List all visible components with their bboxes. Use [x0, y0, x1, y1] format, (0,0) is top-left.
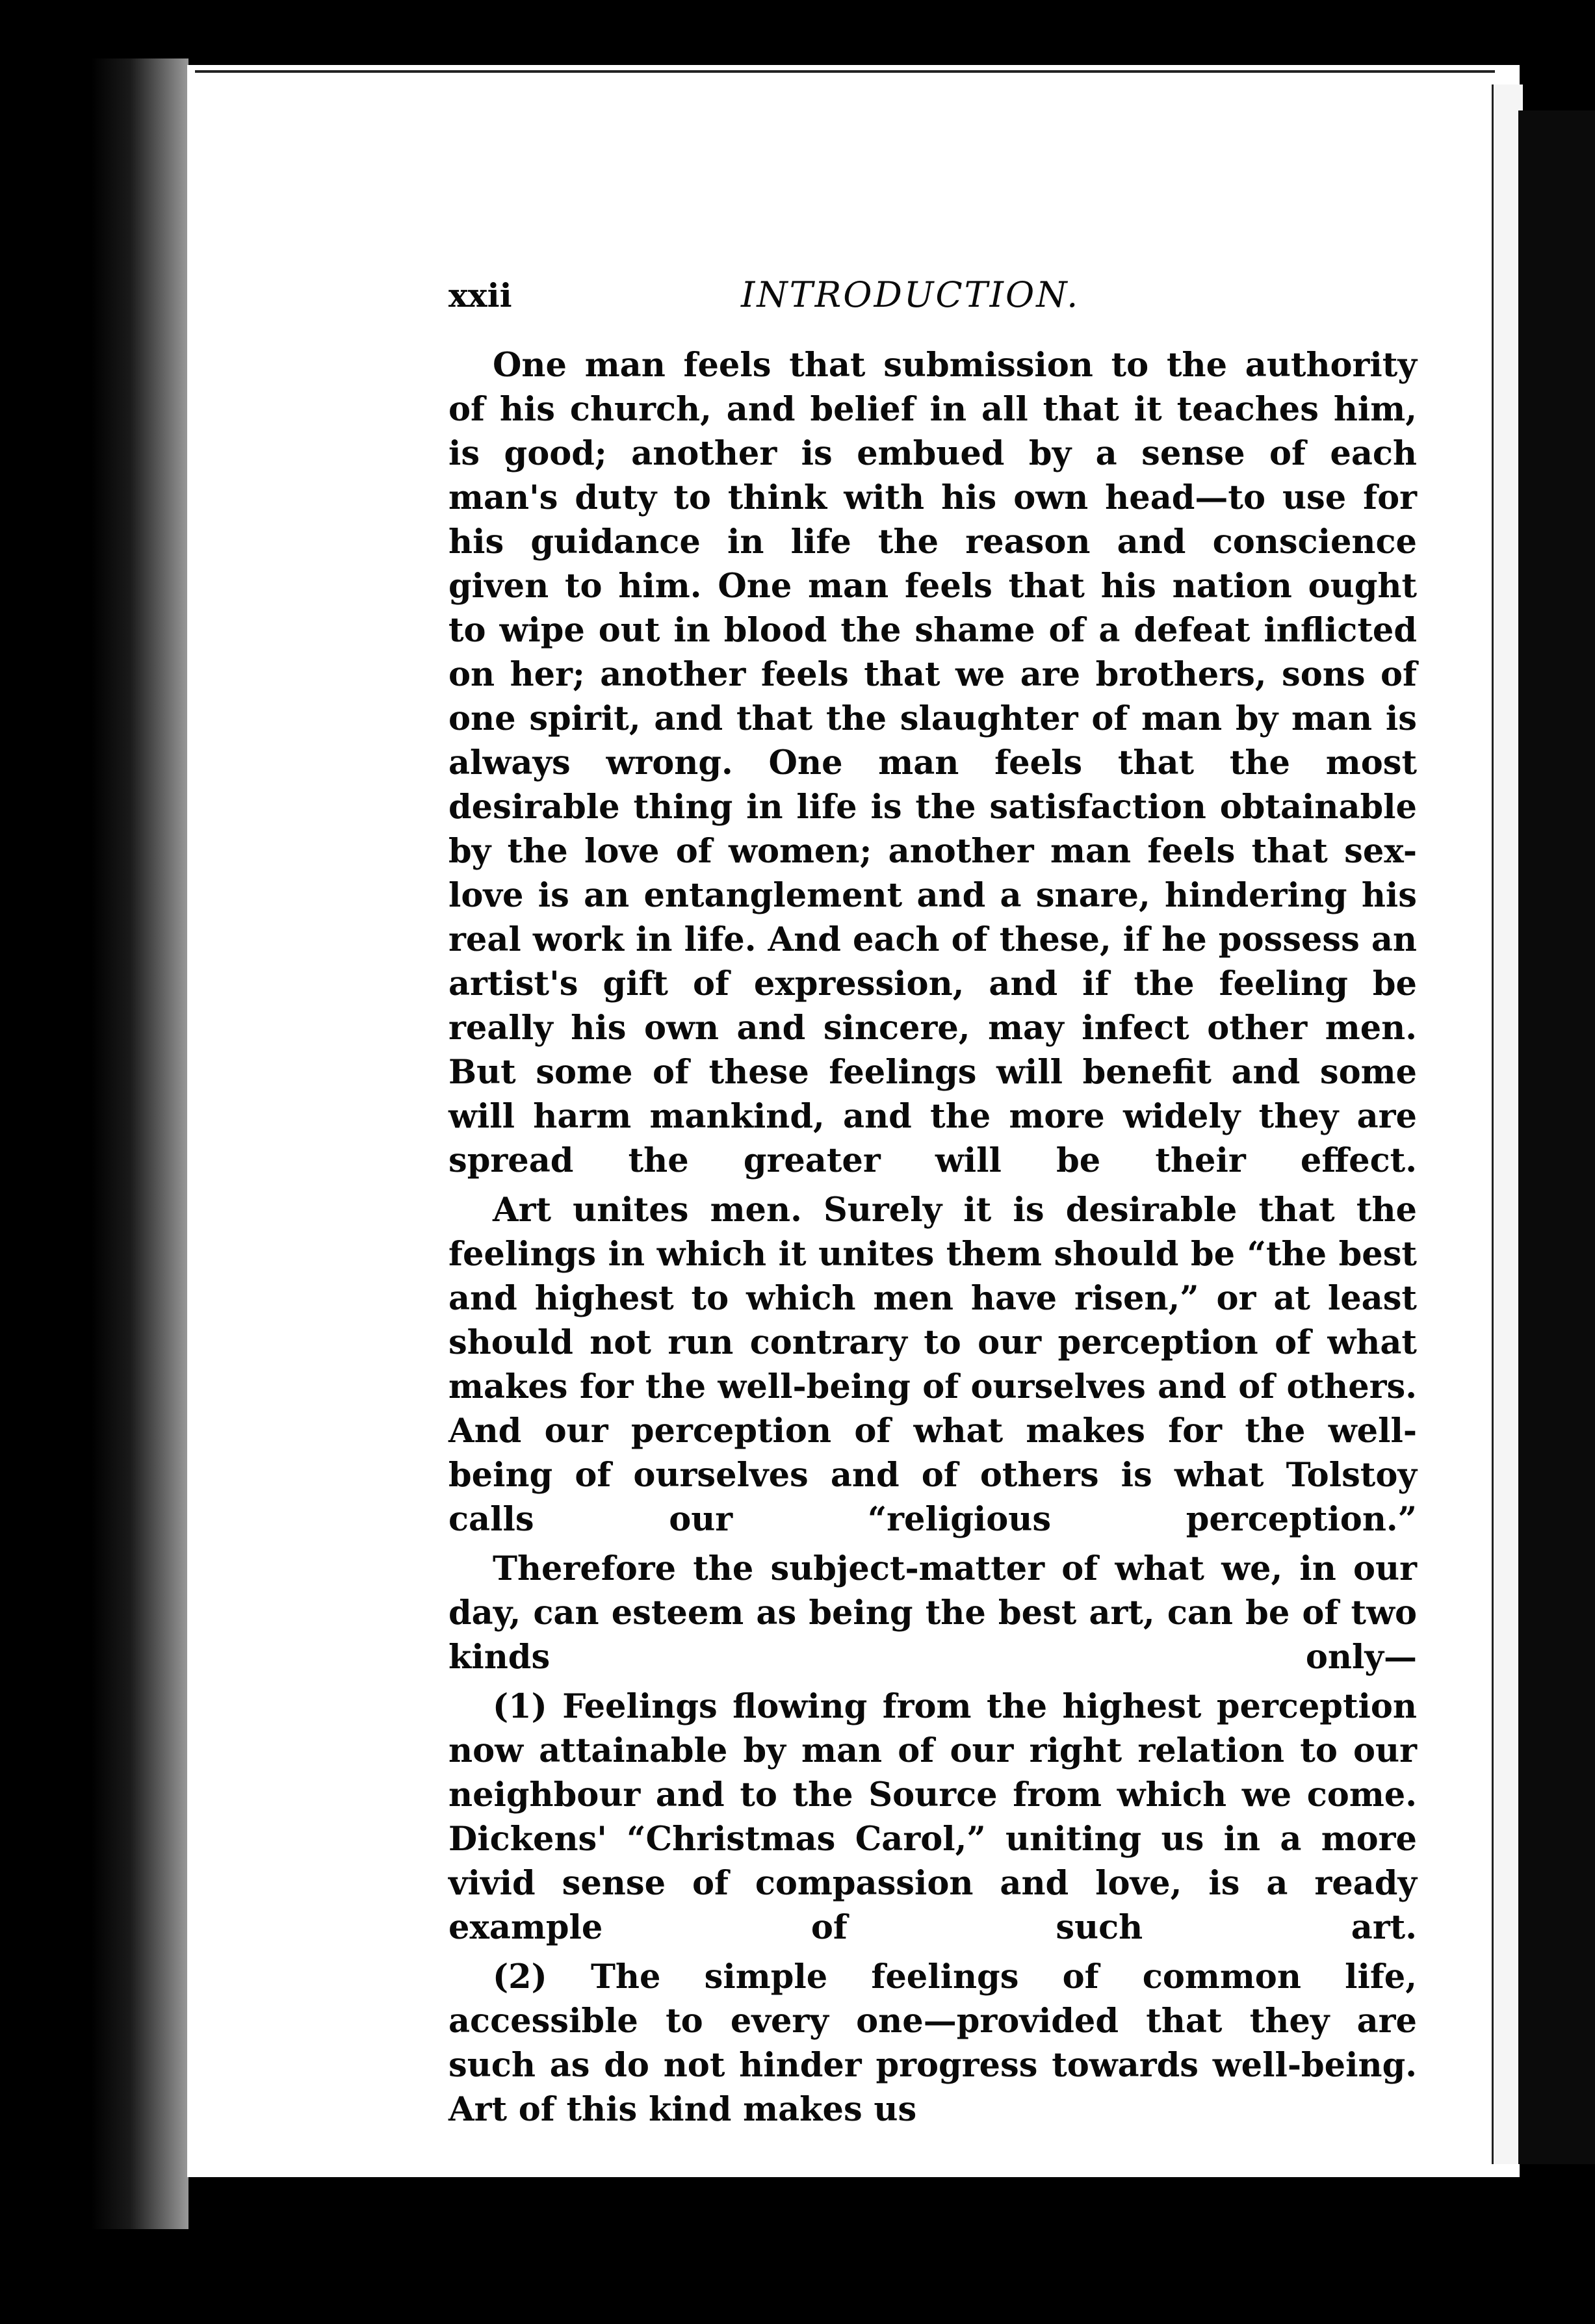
book-cover-edge: [1518, 110, 1595, 2164]
running-title: INTRODUCTION.: [741, 274, 1080, 315]
page-text: [448, 273, 1417, 2137]
paragraph-therefore: Therefore the subject-matter of what we, in our day, can esteem as being the best art, can be of two kinds only—: [448, 1549, 1417, 1677]
paragraph-feelings: One man feels that submission to the authority of his church, and belief in all that it teaches him, is good; another is embued by a sense of each man's duty to think with his own head—to use for his guidance in life the reason and conscience given to him. One man feels that his nation ought to wipe out in blood the shame of a defeat inflicted on her; another feels that we are brothers, sons of one spirit, and that the slaughter of man by man is always wrong. One man feels that the most desirable thing in life is the satisfaction obtainable by the love of women; another man feels that sex-love is an entanglement and a snare, hindering his real work in life. And each of these, if he possess an artist's gift of expression, and if the feeling be really his own and sincere, may infect other men. But some of these feelings will benefit and some will harm mankind, and the more widely they are spread the greater will be their effect.: [448, 346, 1417, 1180]
paragraph-kind-two: (2) The simple feelings of common life, accessible to every one—provided that they are such as do not hinder progress towards well-being. Art of this kind makes us: [448, 1957, 1417, 2129]
paragraph-art-unites: Art unites men. Surely it is desirable that the feelings in which it unites them should be “the best and highest to which men have risen,” or at least should not run contrary to our perception of what makes for the well-being of ourselves and of others. And our perception of what makes for the well-being of ourselves and of others is what Tolstoy calls our “religious perception.”: [448, 1191, 1417, 1539]
binding-gutter-shadow: [91, 58, 188, 2229]
running-head: [448, 273, 1417, 326]
page-top-edge: [195, 70, 1495, 73]
paragraph-kind-one: (1) Feelings flowing from the highest perception now attainable by man of our right relation to our neighbour and to the Source from which we come. Dickens' “Christmas Carol,” uniting us in a more vivid sense of compassion and love, is a ready example of such art.: [448, 1687, 1417, 1947]
page-number: xxii: [448, 276, 512, 315]
